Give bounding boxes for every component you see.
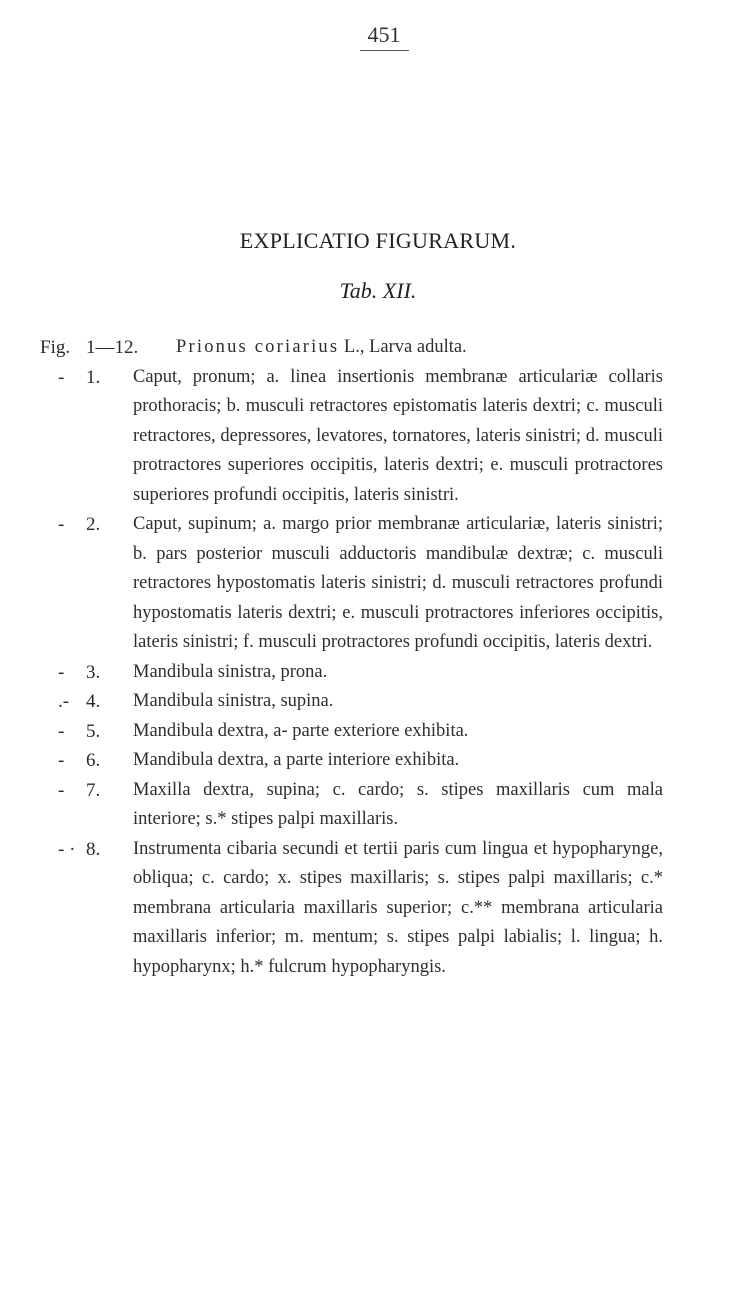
entry-text: [176, 333, 656, 363]
entry-text: Caput, pronum; a. linea insertionis membranæ articulariæ collaris prothoracis; b. musculi retractores epistomatis lateris dextri; c. musculi retractores, depressores, levatores, tornatores, lateris sinistri; d. musculi protractores superiores occipitis, lateris dextri; e. musculi protractores superiores profundi occipitis, lateris sinistri.: [133, 366, 663, 505]
entry-number: 2.: [86, 514, 101, 535]
entry-number: 1.: [86, 366, 101, 388]
page-number: [0, 22, 756, 51]
page-number-text: 451: [360, 22, 409, 51]
species-name: Prionus coriarius: [176, 337, 340, 357]
entry-prefix: -: [58, 750, 65, 771]
entry-text: Mandibula sinistra, supina.: [133, 691, 334, 711]
entry-number: 4.: [86, 691, 101, 712]
entry-prefix: -: [58, 779, 65, 801]
entry-label: [58, 510, 134, 540]
entry-text: Mandibula dextra, a- parte exteriore exhibita.: [133, 720, 469, 741]
entry-label: [58, 776, 134, 806]
entry-prefix: -: [58, 720, 65, 742]
entry-label: [58, 363, 134, 393]
figure-entry-1-12: [0, 333, 756, 363]
entry-label: [58, 835, 134, 865]
entry-number: 1—12.: [86, 337, 139, 358]
entry-text: Maxilla dextra, supina; c. cardo; s. stipes maxillaris cum mala interiore; s.* stipes palpi maxillaris.: [133, 779, 663, 829]
species-description: L., Larva adulta.: [343, 337, 467, 357]
figure-entry-6: [0, 746, 756, 776]
entry-prefix: -: [58, 514, 65, 535]
page-title: EXPLICATIO FIGURARUM.: [239, 228, 517, 253]
entry-label: [58, 717, 134, 747]
entry-number: 7.: [86, 779, 101, 801]
entry-label: [40, 333, 139, 363]
entry-number: 6.: [86, 750, 101, 771]
figure-entry-4: [0, 687, 756, 717]
entry-prefix: .-: [58, 691, 70, 712]
entry-text: Mandibula sinistra, prona.: [133, 661, 328, 682]
figure-entry-8: [0, 835, 756, 983]
entry-label: [58, 658, 134, 688]
figure-entry-5: [0, 717, 756, 747]
entry-label: [58, 687, 134, 717]
figure-entry-2: [0, 510, 756, 658]
entry-prefix: - ·: [58, 838, 76, 860]
entry-number: 5.: [86, 720, 101, 742]
entry-text: Caput, supinum; a. margo prior membranæ articulariæ, lateris sinistri; b. pars posterior musculi adductoris mandibulæ dextræ; c. musculi retractores hypostomatis lateris sinistri; d. musculi retractores profundi hypostomatis lateris dextri; e. musculi protractores inferiores occipitis, lateris sinistri; f. musculi protractores profundi occipitis, lateris dextri.: [133, 514, 663, 652]
entry-text: Mandibula dextra, a parte interiore exhibita.: [133, 750, 460, 770]
entry-number: 8.: [86, 838, 101, 860]
figure-entry-7: [0, 776, 756, 835]
entry-prefix: Fig.: [40, 337, 71, 358]
plate-subtitle: Tab. XII.: [339, 278, 417, 303]
figure-list: [0, 333, 756, 982]
entry-prefix: -: [58, 366, 65, 388]
entry-number: 3.: [86, 661, 101, 683]
figure-entry-1: [0, 363, 756, 511]
entry-prefix: -: [58, 661, 65, 683]
figure-entry-3: [0, 658, 756, 688]
entry-text: Instrumenta cibaria secundi et tertii paris cum lingua et hypopharynge, obliqua; c. cardo; x. stipes maxillaris; s. stipes palpi maxillaris; c.* membrana articularia maxillaris superior; c.** membrana articularia maxillaris inferior; m. mentum; s. stipes palpi labialis; l. lingua; h. hypopharynx; h.* fulcrum hypopharyngis.: [133, 838, 663, 977]
entry-label: [58, 746, 134, 776]
